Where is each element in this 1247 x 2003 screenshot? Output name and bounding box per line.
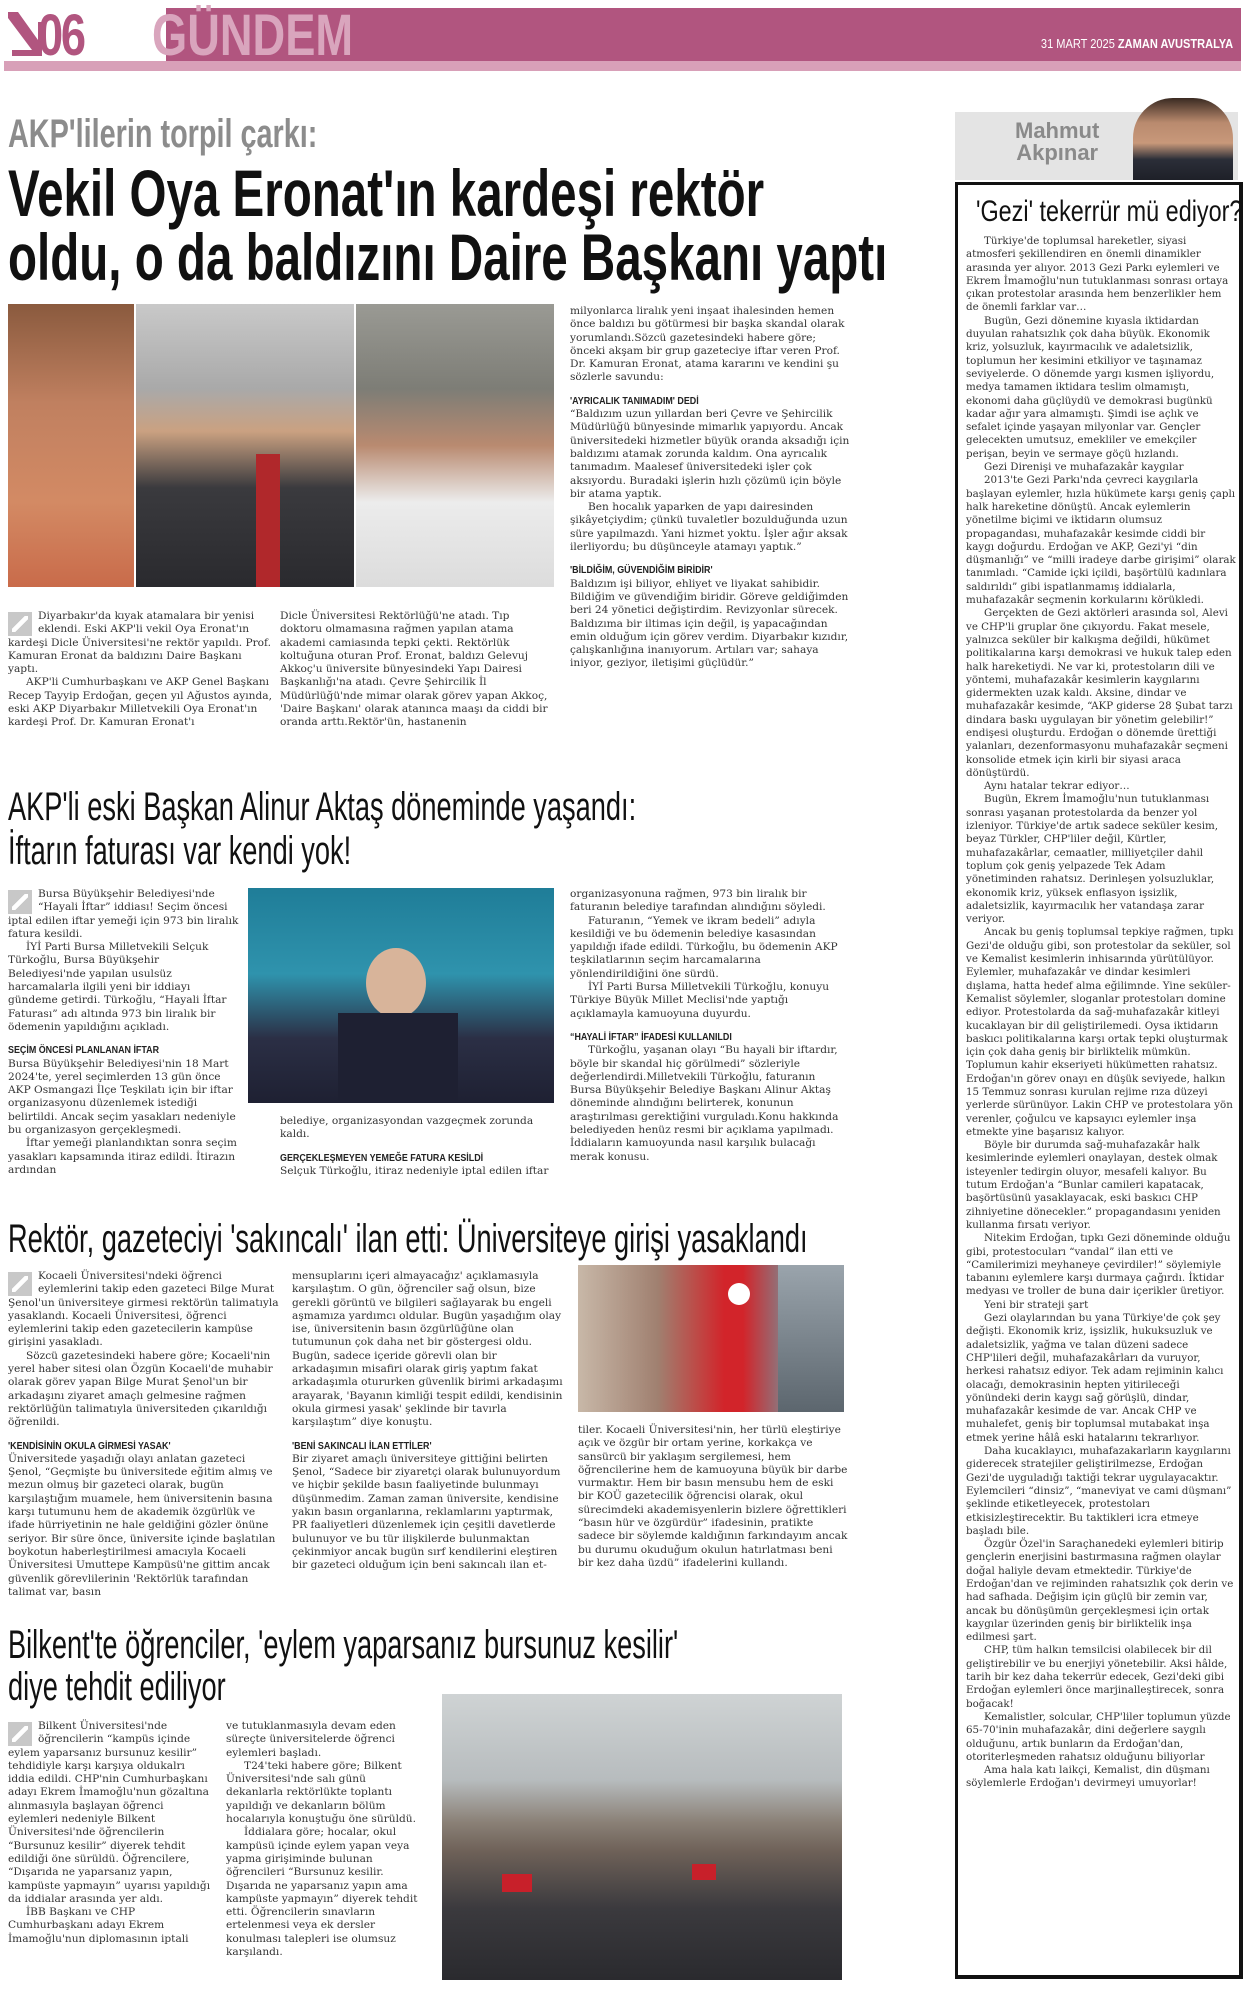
columnist-photo [1133, 98, 1233, 180]
article2-column2: belediye, organizasyondan vazgeçmek zorunda kaldı. GERÇEKLEŞMEYEN YEMEĞE FATURA KESİLDİ Selçuk Türkoğlu, itiraz nedeniyle iptal edilen iftar [280, 1115, 549, 1177]
subhead-beni-sakincali: 'BENİ SAKINCALI İLAN ETTİLER' [292, 1439, 432, 1452]
article4-headline-line1: Bilkent'te öğrenciler, 'eylem yaparsanız bursunuz kesilir' [8, 1623, 679, 1667]
photo-alinur-aktas-rally [248, 888, 554, 1103]
columnist-box [955, 182, 1243, 1979]
article4-column2: ve tutuklanmasıyla devam eden süreçte üniversitelerde öğrenci eylemleri başladı. T24'teki habere göre; Bilkent Üniversitesi'nde salı günü dekanlarla rektörlükte toplantı yapıldığı ve dekanların bölüm hocalarıyla konuştuğu öne sürüldü. İddialara göre; hocalar, okul kampüsü içinde eylem yapan veya yapma girişiminde bulunan öğrencileri “Bursunuz kesilir. Dışarıda ne yaparsanız yapın ama kampüste yapmayın” diyerek tehdit etti. Öğrencilerin sınavların ertelenmesi veya ek dersler konulması talepleri ise olumsuz karşılandı. [226, 1720, 418, 1959]
article4-column1: Bilkent Üniversitesi'nde öğrencilerin “kampüs içinde eylem yaparsanız bursunuz kesilir” tehdidiyle karşı karşıya oldukalrı iddia edildi. CHP'nin Cumhurbaşkanı adayı Ekrem İmamoğlu'nun gözaltına alınmasıyla başlayan öğrenci eylemleri nedeniyle Bilkent Üniversitesi'nde öğrencilerin “Bursunuz kesilir” diyerek tehdit edildiği öne sürüldü. Öğrencilere, “Dışarıda ne yaparsanız yapın, kampüste yapmayın” uyarısı yapıldığı da iddialar arasında yer aldı. İBB Başkanı ve CHP Cumhurbaşkanı adayı Ekrem İmamoğlu'nun diplomasının iptali [8, 1720, 211, 1945]
photo-journalist-and-rector [578, 1265, 844, 1412]
article3-headline: Rektör, gazeteciyi 'sakıncalı' ilan etti: Üniversiteye girişi yasaklandı [8, 1217, 808, 1261]
page-number: 06 [38, 3, 84, 68]
subhead-secim-oncesi: SEÇİM ÖNCESİ PLANLANAN İFTAR [8, 1044, 160, 1057]
issue-date: 31 MART 2025 [1040, 36, 1115, 51]
photo-oya-eronat-portrait [356, 304, 554, 587]
section-title: GÜNDEM [152, 3, 354, 68]
columnist-title: 'Gezi' tekerrür mü ediyor? [976, 195, 1243, 228]
columnist-header [955, 112, 1238, 180]
article3-column2: mensuplarını içeri almayacağız' açıklamasıyla karşılaştım. O gün, öğrenciler sağ olsun, bize gerekli görüntü ve bilgileri sağlayarak bu engeli aşmamıza yardımcı oldular. Bugün yaşadığım olay ise, üniversitenin basın özgürlüğüne olan tutumunun çok daha net bir göstergesi oldu. Bugün, sadece içeride görevli olan bir arkadaşımın misafiri olarak giriş yaptım fakat arkadaşımla otururken güvenlik birimi arkadaşımı arayarak, 'Bayanın kimliği tespit edildi, kendisinin okula girmesi yasak' şeklinde bir tavırla karşılaştım” diye konuştu. 'BENİ SAKINCALI İLAN ETTİLER' Bir ziyaret amaçlı üniversiteye gittiğini belirten Şenol, “Sadece bir ziyaretçi olarak bulunuyordum ve hiçbir şekilde basın faaliyetinde bulunmayı düşünmedim. Zaman zaman üniversite, kendisine yakın basın organlarına, reklamlarını yaptırmak, PR faaliyetleri düzenlemek için çeşitli davetlerde bulunuyor ve bu tür ilişkilerde bulunmaktan çekinmiyor ancak bugün sırf kendilerini eleştiren bir gazeteci olduğum için beni sakıncalı ilan et- [292, 1270, 563, 1572]
photo-man-glasses-portrait [136, 304, 354, 587]
article4-headline-line2: diye tehdit ediliyor [8, 1665, 226, 1709]
article2-column3: organizasyonuna rağmen, 973 bin liralık bir faturanın belediye tarafından alındığını söyledi. Faturanın, “Yemek ve ikram bedeli” adıyla kesildiği ve bu ödemenin belediye kasasından yapıldığı ifade edildi. Türkoğlu, bu ödemenin AKP teşkilatlarının seçim harcamalarına yönlendirildiğini öne sürdü. İYİ Parti Bursa Milletvekili Türkoğlu, konuyu Türkiye Büyük Millet Meclisi'nde yaptığı açıklamayla kamuoyuna duyurdu. “HAYALİ İFTAR” İFADESİ KULLANILDI Türkoğlu, yaşanan olayı “Bu hayali bir iftardır, böyle bir skandal hiç görülmedi” sözleriyle değerlendirdi.Milletvekili Türkoğlu, faturanın Bursa Büyükşehir Belediye Başkanı Alinur Aktaş döneminde alındığını belirterek, konunun araştırılması gerektiğini vurguladı.Konu hakkında belediyeden henüz resmi bir açıklama yapılmadı. İddiaların kamuoyunda nasıl karşılık bulacağı merak konusu. [570, 888, 839, 1163]
lead-arrow-icon [8, 1272, 32, 1296]
photo-woman-portrait [8, 304, 134, 587]
lead-arrow-icon [8, 1722, 32, 1746]
page-number-badge [4, 3, 166, 68]
columnist-name: Mahmut Akpınar [1015, 118, 1100, 165]
article1-headline-line2: oldu, o da baldızını Daire Başkanı yaptı [8, 220, 888, 294]
dateline [1041, 36, 1233, 51]
subhead-hayali-iftar: “HAYALİ İFTAR” İFADESİ KULLANILDI [570, 1030, 732, 1043]
columnist-body: Türkiye'de toplumsal hareketler, siyasi atmosferi şekillendiren en önemli dinamikler arasında yer alıyor. 2013 Gezi Parkı eylemleri ve Ekrem İmamoğlu'nun tutuklanması sonrası ortaya çıkan protestolar arasında hem benzerlikler hem de önemli farklar var… Bugün, Gezi dönemine kıyasla iktidardan duyulan rahatsızlık çok daha büyük. Ekonomik kriz, yolsuzluk, kayırmacılık ve adaletsizlik, toplumun her kesimini etkiliyor ve taşınamaz seviyelerde. O dönemde yargı kısmen işliyordu, medya tamamen iktidara teslim olmamıştı, ekonomi daha güçlüydü ve demokrasi bugünkü kadar ağır yara almamıştı. Şimdi ise açlık ve sefalet içinde yaşayan milyonlar var. Gençler gelecekten umutsuz, emekliler ve emekçiler perişan, beyin ve sermaye göçü hızlandı. Gezi Direnişi ve muhafazakâr kaygılar 2013'te Gezi Parkı'nda çevreci kaygılarla başlayan eylemler, hızla hükümete karşı geniş çaplı halk hareketine dönüştü. Ancak eylemlerin yönetilme biçimi ve iktidarın olumsuz propagandası, muhafazakâr kesimde ciddi bir kaygı doğurdu. Erdoğan ve AKP, Gezi'yi “din düşmanlığı” ve “milli iradeye darbe girişimi” olarak tanımladı. “Camide içki içildi, başörtülü kadınlara saldırıldı” gibi ispatlanmamış iddialarla, muhafazakâr seçmenin korkularını körükledi. Gerçekten de Gezi aktörleri arasında sol, Alevi ve CHP'li gruplar öne çıkıyordu. Fakat mesele, yalnızca seküler bir kalkışma değildi, hükümet politikalarına karşı demokrasi ve hukuk talep eden halk hareketiydi. Ne var ki, protestoların dili ve yöntemi, muhafazakâr kesimlerin kaygılarını gidermekten uzak kaldı. Aksine, dindar ve muhafazakâr kesimde, “AKP giderse 28 Şubat tarzı dindara baskı uygulayan bir yönetim gelebilir!” endişesi oluşturdu. Erdoğan o dönemde ürettiği yalanları, dezenformasyonu muhafazakâr seçmeni konsolide etmek için kirli bir siyasi araca dönüştürdü. Aynı hatalar tekrar ediyor… Bugün, Ekrem İmamoğlu'nun tutuklanması sonrası yaşanan protestolarda da benzer yol izleniyor. Türkiye'de artık sadece seküler kesim, beyaz Türkler, CHP'liler değil, Kürtler, muhafazakârlar, cemaatler, milliyetçiler dahil toplum çok geniş yelpazede Tek Adam yönetiminden rahatsız. Derinleşen yolsuzluklar, ekonomik kriz, yüksek enflasyon işsizlik, adaletsizlik, kayırmacılık her vatandaşa zarar veriyor. Ancak bu geniş toplumsal tepkiye rağmen, tıpkı Gezi'de olduğu gibi, son protestolar da seküler, sol ve Kemalist kesimlerin inhisarında yürütülüyor. Eylemler, muhafazakâr ve dindar kesimleri dışlama, hatta hedef alma eğilimnde. Yine seküler-Kemalist söylemler, sloganlar protestoları domine ediyor. Protestolarda da sağ-muhafazakâr kitleyi kucaklayan bir dil geliştirilemedi. Oysa iktidarın baskıcı politikalarına karşı ortak tepki oluşturmak için çok daha geniş bir birliktelik mümkün. Toplumun kahir ekseriyeti hükümetten rahatsız. Erdoğan'ın görev onayı en düşük seviyede, halkın 15 Temmuz sonrası kurulan rejime rıza düzeyi yerlerde sürünüyor. Lakin CHP ve protestolara yön verenler, çoğulcu ve kapsayıcı eylemler inşa etmekte yine başarısız kalıyor. Böyle bir durumda sağ-muhafazakâr halk kesimlerinde eylemleri onaylayan, destek olmak isteyenler tedirgin oluyor, mesafeli kalıyor. Bu tutum Erdoğan'a “Bunlar camileri kapatacak, başörtüsünü yasaklayacak, eski baskıcı CHP zihniyetine dönecekler.” propagandasını yeniden kullanma fırsatı veriyor. Nitekim Erdoğan, tıpkı Gezi döneminde olduğu gibi, protestocuları “vandal” ilan etti ve “Camilerimizi meyhaneye çevirdiler!” söylemiyle tabanını eylemlere karşı durmaya çağırdı. İktidar medyası ve troller de buna dair içerikler üretiyor. Yeni bir strateji şart Gezi olaylarından bu yana Türkiye'de çok şey değişti. Ekonomik kriz, işsizlik, hukuksuzluk ve adaletsizlik, yağma ve talan düzeni sadece CHP'lileri değil, muhafazakârları da vuruyor, herkesi rahatsız ediyor. Tek adam rejiminin kalıcı olacağı, demokrasinin hepten yitirileceği yönündeki derin kaygı sağ görüşlü, dindar, muhafazakâr kesimde de var. Ancak CHP ve muhalefet, geniş bir toplumsal mutabakat inşa etmek yerine hâlâ eski hatalarını tekrarlıyor. Daha kucaklayıcı, muhafazakarların kaygılarını giderecek stratejiler geliştirilmezse, Erdoğan Gezi'de uyguladığı taktiği tekrar uygulayacaktır. Eylemcileri “dinsiz”, “maneviyat ve cami düşmanı” şeklinde etiketleyecek, protestoları etkisizleştirecektir. Bu taktikleri icra etmeye başladı bile. Özgür Özel'in Saraçhanedeki eylemleri bitirip gençlerin enerjisini bastırmasına rağmen olaylar doğal haliyle devam etmektedir. Türkiye'de Erdoğan'dan ve rejiminden rahatsızlık çok derin ve had safhada. Değişim için güçlü bir zemin var, ancak bu dönüşümün gerçekleşmesi için ortak kaygılar üzerinden geniş bir birliktelik inşa edilmesi şart. CHP, tüm halkın temsilcisi olabilecek bir dil geliştirebilir ve bu enerjiyi yönetebilir. Aksi hâlde, tarih bir kez daha tekerrür edecek, Gezi'deki gibi Erdoğan eylemleri önce marjinalleştirecek, sonra boğacak! Kemalistler, solcular, CHP'liler toplumun yüzde 65-70'inin muhafazakâr, dini değerlere saygılı olduğunu, artık bunların da Erdoğan'dan, otoriterleşmeden rahatsız olduğunu biliyorlar Ama hala katı laikçi, Kemalist, din düşmanı söylemlerle Erdoğan'ı devirmeyi umuyorlar! [966, 235, 1236, 1790]
article3-column1: Kocaeli Üniversitesi'ndeki öğrenci eylemlerini takip eden gazeteci Bilge Murat Şenol'un üniversiteye girmesi rektörün talimatıyla yasaklandı. Kocaeli Üniversitesi, öğrenci eylemlerini takip eden gazetecilerin kampüse girişini yasakladı. Sözcü gazetesindeki habere göre; Kocaeli'nin yerel haber sitesi olan Özgün Kocaeli'de muhabir olarak görev yapan Bilge Murat Şenol'un bir arkadaşını ziyaret amaçlı gelmesine rağmen rektörlüğün talimatıyla üniversiteden çıkarıldığı öğrenildi. 'KENDİSİNİN OKULA GİRMESİ YASAK' Üniversitede yaşadığı olayı anlatan gazeteci Şenol, “Geçmişte bu üniversitede eğitim almış ve mezun olmuş bir gazeteci olarak, bugün karşılaştığım muamele, hem üniversitenin basına karşı tutumunu hem de akademik özgürlük ve ifade hürriyetinin ne hale geldiğini gözler önüne seriyor. Bir süre önce, üniversite içinde başlatılan boykotun haberleştirilmesi amacıyla Kocaeli Üniversitesi Umuttepe Kampüsü'ne gittim ancak güvenlik görevlilerinin 'Rektörlük tarafından talimat var, basın [8, 1270, 279, 1598]
publication-name: ZAMAN AVUSTRALYA [1117, 36, 1233, 51]
article1-column2: Dicle Üniversitesi Rektörlüğü'ne atadı. Tıp doktoru olmamasına rağmen yapılan atama akademi camiasında tepki çekti. Rektörlük koltuğuna oturan Prof. Eronat, baldızı Gelevuj Akkoç'u üniversite bünyesindeki Yapı Dairesi Başkanlığı'na atadı. Çevre Şehircilik İl Müdürlüğü'nde mimar olarak görev yapan Akkoç, 'Daire Başkanı' olarak atanınca maaşı da ciddi bir oranda arttı.Rektör'ün, hastanenin [280, 610, 548, 729]
page-header [4, 3, 1241, 72]
lead-arrow-icon [8, 890, 32, 914]
article1-kicker: AKP'lilerin torpil çarkı: [8, 112, 318, 156]
article2-headline-line1: AKP'li eski Başkan Alinur Aktaş döneminde yaşandı: [8, 785, 637, 829]
article1-headline-line1: Vekil Oya Eronat'ın kardeşi rektör [8, 156, 765, 230]
article1-column1: Diyarbakır'da kıyak atamalara bir yenisi eklendi. Eski AKP'li vekil Oya Eronat'ın kardeşi Dicle Üniversitesi'ne rektör yapıldı. Prof. Kamuran Eronat da baldızını Daire Başkanı yaptı. AKP'li Cumhurbaşkanı ve AKP Genel Başkanı Recep Tayyip Erdoğan, geçen yıl Ağustos ayında, eski AKP Diyarbakır Milletvekili Oya Eronat'ın kardeşi Prof. Dr. Kamuran Eronat'ı [8, 610, 272, 729]
subhead-kendisinin: 'KENDİSİNİN OKULA GİRMESİ YASAK' [8, 1439, 171, 1452]
photo-students-protest [442, 1694, 842, 1980]
lead-arrow-icon [8, 612, 32, 636]
subhead-gerceklesmeyen: GERÇEKLEŞMEYEN YEMEĞE FATURA KESİLDİ [280, 1151, 484, 1164]
article2-headline-line2: İftarın faturası var kendi yok! [8, 829, 352, 873]
article3-column3: tiler. Kocaeli Üniversitesi'nin, her türlü eleştiriye açık ve özgür bir ortam yerine, korkakça ve sansürcü bir yaklaşım sergilemesi, hem öğrencilerine hem de kamuoyuna büyük bir darbe vurmaktır. Hem bir basın mensubu hem de eski bir KOÜ gazetecilik öğrencisi olarak, okul sürecimdeki akademisyenlerin bizlere öğrettikleri “basın hür ve özgürdür” ifadesinin, pratikte sadece bir söylemde kaldığının farkındayım ancak bu durumu okuduğum okulun hatırlatması beni bir kez daha üzdü” ifadelerini kullandı. [578, 1424, 848, 1569]
article2-column1: Bursa Büyükşehir Belediyesi'nde “Hayali İftar” iddiası! Seçim öncesi iptal edilen iftar yemeği için 973 bin liralık fatura kesildi. İYİ Parti Bursa Milletvekili Selçuk Türkoğlu, Bursa Büyükşehir Belediyesi'nde yapılan usulsüz harcamalarla ilgili yeni bir iddiayı gündeme getirdi. Türkoğlu, “Hayali İftar Faturası” adı altında 973 bin liralık bir ödemenin yapıldığını açıkladı. SEÇİM ÖNCESİ PLANLANAN İFTAR Bursa Büyükşehir Belediyesi'nin 18 Mart 2024'te, yerel seçimlerden 13 gün önce AKP Osmangazi İlçe Teşkilatı için bir iftar organizasyonu düzenlemek istediği belirtildi. Ancak seçim yasakları nedeniyle bu organizasyon gerçekleşmedi. İftar yemeği planlandıktan sonra seçim yasakları kapsamında itiraz edildi. İtirazın ardından [8, 888, 239, 1176]
subhead-bildigim: 'BİLDİĞİM, GÜVENDİĞİM BİRİDİR' [570, 564, 713, 577]
article1-column3: milyonlarca liralık yeni inşaat ihalesinden hemen önce baldızı bu götürmesi bir başka skandal olarak yorumlandı.Sözcü gazetesindeki habere göre; önceki akşam bir grup gazeteciye iftar veren Prof. Dr. Kamuran Eronat, atama kararını ve kendini şu sözlerle savundu: 'AYRICALIK TANIMADIM' DEDİ “Baldızım uzun yıllardan beri Çevre ve Şehircilik Müdürlüğü bünyesinde mimarlık yapıyordu. Ancak üniversitedeki hizmetler büyük oranda aksadığı için baldızımı atamak zorunda kaldım. Ona ayrıcalık tanımadım. Maalesef üniversitedeki işler çok aksıyordu. Buradaki işlerin hızlı çözümü için böyle bir atama yaptık. Ben hocalık yaparken de yapı dairesinden şikâyetçiydim; çünkü tuvaletler bozulduğunda uzun süre yapılmazdı. Yani hizmet yoktu. İşler ağır aksak ilerliyordu; bu düşünceyle atamayı yaptık.” 'BİLDİĞİM, GÜVENDİĞİM BİRİDİR' Baldızım işi biliyor, ehliyet ve liyakat sahibidir. Bildiğim ve güvendiğim biridir. Göreve geldiğimden beri 24 yönetici değiştirdim. Revizyonlar sürecek. Baldızıma bir iltimas için değil, iş yapacağından emin olduğum için görev verdim. Diyarbakır kızıdır, çalışkanlığına inanıyorum. Artıları var; sahaya iniyor, geziyor, iletişimi güçlüdür.” [570, 305, 850, 670]
subhead-ayricalik: 'AYRICALIK TANIMADIM' DEDİ [570, 394, 699, 407]
section-arrow-icon [8, 12, 42, 56]
